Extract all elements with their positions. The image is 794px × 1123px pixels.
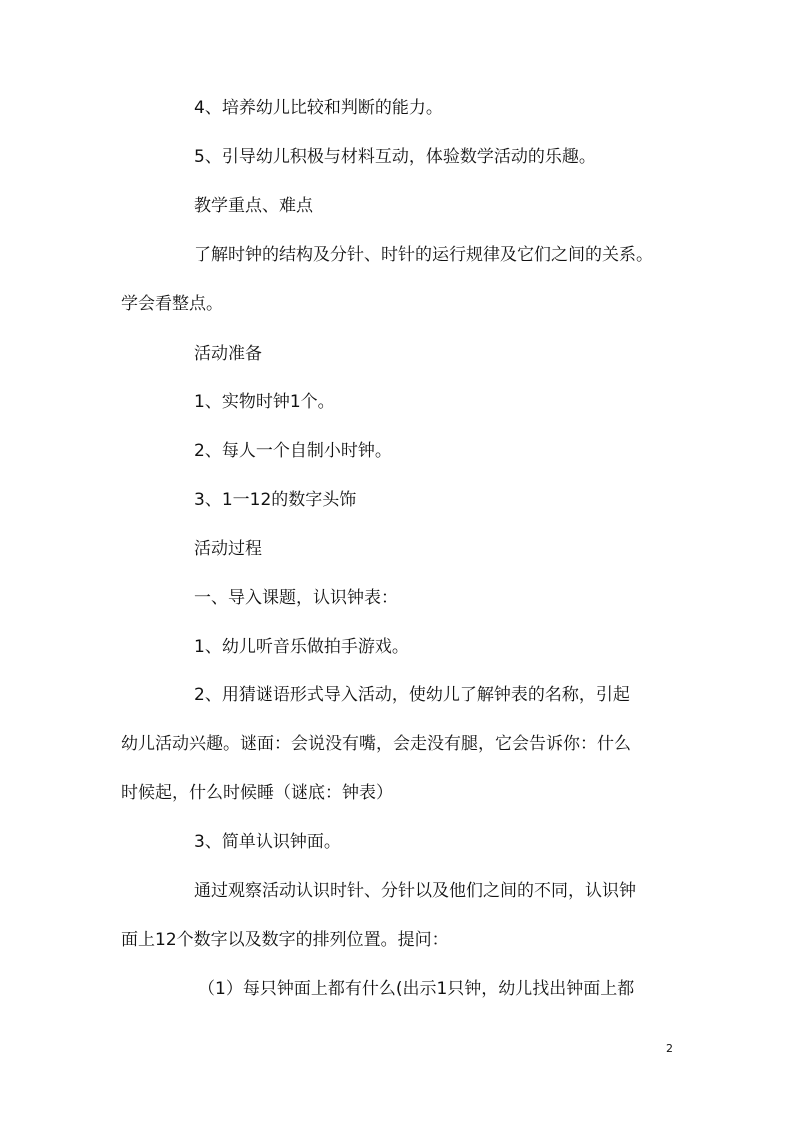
process-step-heading: 一、导入课题，认识钟表： bbox=[194, 588, 398, 608]
question-1-line: （1）每只钟面上都有什么(出示1只钟，幼儿找出钟面上都 bbox=[198, 979, 635, 999]
process-item-2-line-2: 幼儿活动兴趣。谜面：会说没有嘴，会走没有腿，它会告诉你：什么 bbox=[121, 734, 631, 754]
process-item-2-line-1: 2、用猜谜语形式导入活动，使幼儿了解钟表的名称，引起 bbox=[194, 685, 630, 705]
process-item-2-line-3: 时候起，什么时候睡（谜底：钟表） bbox=[121, 783, 393, 803]
section-heading-key-points: 教学重点、难点 bbox=[194, 196, 313, 216]
observation-text-line-2: 面上12个数字以及数字的排列位置。提问： bbox=[121, 930, 449, 950]
observation-text-line-1: 通过观察活动认识时针、分针以及他们之间的不同，认识钟 bbox=[194, 881, 636, 901]
process-item-3: 3、简单认识钟面。 bbox=[194, 832, 341, 852]
preparation-item-1: 1、实物时钟1个。 bbox=[194, 392, 335, 412]
key-points-text-line-2: 学会看整点。 bbox=[121, 294, 223, 314]
section-heading-process: 活动过程 bbox=[194, 539, 262, 559]
preparation-item-3: 3、1一12的数字头饰 bbox=[194, 490, 357, 510]
process-item-1: 1、幼儿听音乐做拍手游戏。 bbox=[194, 637, 409, 657]
objective-4: 4、培养幼儿比较和判断的能力。 bbox=[194, 98, 443, 118]
objective-5: 5、引导幼儿积极与材料互动，体验数学活动的乐趣。 bbox=[194, 147, 596, 167]
page-number: 2 bbox=[666, 1042, 673, 1055]
key-points-text-line-1: 了解时钟的结构及分针、时针的运行规律及它们之间的关系。 bbox=[194, 245, 653, 265]
preparation-item-2: 2、每人一个自制小时钟。 bbox=[194, 441, 392, 461]
section-heading-preparation: 活动准备 bbox=[194, 344, 262, 364]
